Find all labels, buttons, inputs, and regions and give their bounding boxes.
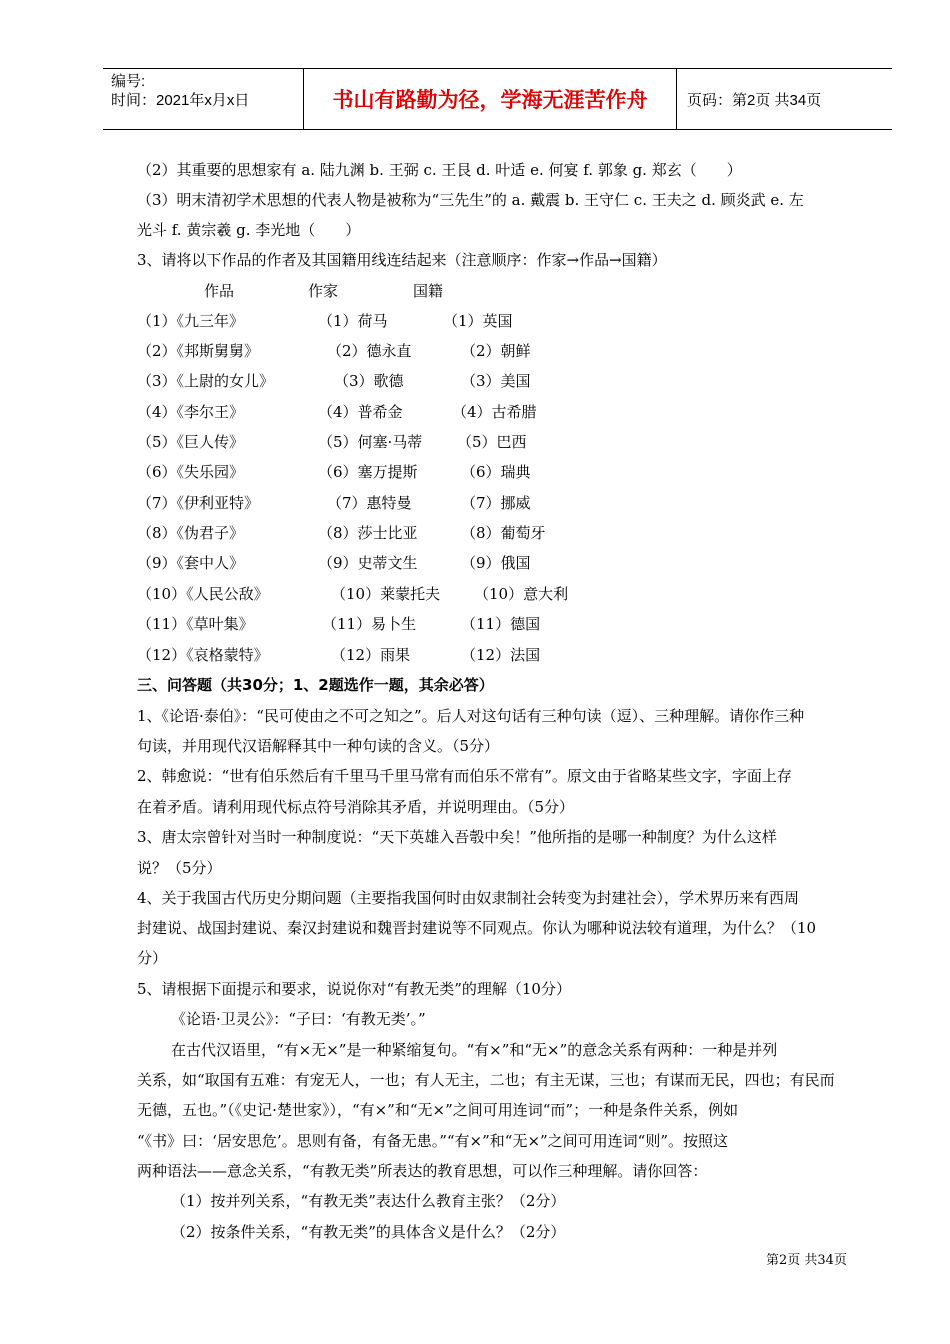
- country-item: （1）英国: [443, 312, 513, 330]
- question-3-prompt: 3、请将以下作品的作者及其国籍用线连结起来（注意顺序：作家→作品→国籍）: [137, 251, 667, 269]
- number-label: 编号:: [111, 73, 146, 90]
- page-header: [103, 68, 892, 130]
- country-item: （6）瑞典: [461, 463, 531, 481]
- work-item: （6）《失乐园》: [137, 463, 245, 481]
- author-item: （1）荷马: [318, 312, 388, 330]
- text-line: 说？（5分）: [137, 859, 222, 877]
- author-item: （11）易卜生: [322, 615, 417, 633]
- header-page-label: 页码：第2页 共34页: [687, 91, 822, 109]
- country-item: （4）古希腊: [452, 403, 537, 421]
- country-item: （11）德国: [461, 615, 541, 633]
- country-item: （8）葡萄牙: [461, 524, 546, 542]
- text-line: 分）: [137, 949, 168, 967]
- country-item: （7）挪威: [461, 494, 531, 512]
- country-item: （10）意大利: [474, 585, 569, 603]
- author-item: （4）普希金: [318, 403, 403, 421]
- author-item: （6）塞万提斯: [318, 463, 418, 481]
- work-item: （7）《伊利亚特》: [137, 494, 260, 512]
- work-item: （9）《套中人》: [137, 554, 245, 572]
- text-line: “《书》曰：‘居安思危’。思则有备，有备无患。”“有×”和“无×”之间可用连词“则”。按照这: [137, 1132, 729, 1150]
- header-info-cell: [103, 69, 303, 129]
- text-line: 《论语·卫灵公》：“子曰：‘有教无类’。”: [171, 1010, 426, 1028]
- header-motto: 书山有路勤为径，学海无涯苦作舟: [303, 69, 677, 129]
- text-line: 句读，并用现代汉语解释其中一种句读的含义。（5分）: [137, 737, 500, 755]
- country-item: （9）俄国: [461, 554, 531, 572]
- text-line: 光斗 f. 黄宗羲 g. 李光地（ ）: [137, 221, 361, 239]
- text-line: 在古代汉语里，“有×无×”是一种紧缩复句。“有×”和“无×”的意念关系有两种：一种是并列: [171, 1041, 778, 1059]
- column-header-works: 作品: [204, 282, 235, 300]
- work-item: （10）《人民公敌》: [137, 585, 269, 603]
- work-item: （3）《上尉的女儿》: [137, 372, 275, 390]
- text-line: 1、《论语·泰伯》：“民可使由之不可之知之”。后人对这句话有三种句读（逗）、三种理解。请你作三种: [137, 707, 805, 725]
- work-item: （12）《哀格蒙特》: [137, 646, 269, 664]
- text-line: 5、请根据下面提示和要求，说说你对“有教无类”的理解（10分）: [137, 980, 571, 998]
- text-line: （1）按并列关系，“有教无类”表达什么教育主张？（2分）: [171, 1192, 566, 1210]
- text-line: 2、韩愈说：“世有伯乐然后有千里马千里马常有而伯乐不常有”。原文由于省略某些文字，字面上存: [137, 767, 792, 785]
- work-item: （4）《李尔王》: [137, 403, 245, 421]
- country-item: （12）法国: [461, 646, 541, 664]
- author-item: （8）莎士比亚: [318, 524, 418, 542]
- work-item: （11）《草叶集》: [137, 615, 254, 633]
- work-item: （5）《巨人传》: [137, 433, 245, 451]
- text-line: 在着矛盾。请利用现代标点符号消除其矛盾，并说明理由。（5分）: [137, 798, 575, 816]
- author-item: （10）莱蒙托夫: [331, 585, 441, 603]
- section-heading: 三、问答题（共30分；1、2题选作一题，其余必答）: [137, 676, 494, 694]
- time-label: 时间：2021年x月x日: [111, 92, 250, 109]
- author-item: （5）何塞·马蒂: [318, 433, 423, 451]
- work-item: （1）《九三年》: [137, 312, 245, 330]
- text-line: 无德，五也。”（《史记·楚世家》），“有×”和“无×”之间可用连词“而”；一种是条件关系，例如: [137, 1101, 739, 1119]
- work-item: （2）《邦斯舅舅》: [137, 342, 260, 360]
- country-item: （2）朝鲜: [461, 342, 531, 360]
- column-header-countries: 国籍: [413, 282, 444, 300]
- country-item: （3）美国: [461, 372, 531, 390]
- country-item: （5）巴西: [457, 433, 527, 451]
- author-item: （3）歌德: [334, 372, 404, 390]
- author-item: （7）惠特曼: [327, 494, 412, 512]
- work-item: （8）《伪君子》: [137, 524, 245, 542]
- text-line: （3）明末清初学术思想的代表人物是被称为“三先生”的 a. 戴震 b. 王守仁 c. 王夫之 d. 顾炎武 e. 左: [137, 191, 804, 209]
- text-line: 4、关于我国古代历史分期问题（主要指我国何时由奴隶制社会转变为封建社会），学术界历来有西周: [137, 889, 800, 907]
- text-line: 封建说、战国封建说、秦汉封建说和魏晋封建说等不同观点。你认为哪种说法较有道理，为什么？（10: [137, 919, 817, 937]
- text-line: 两种语法——意念关系，“有教无类”所表达的教育思想，可以作三种理解。请你回答：: [137, 1162, 708, 1180]
- author-item: （9）史蒂文生: [318, 554, 418, 572]
- page-footer: 第2页 共34页: [766, 1253, 847, 1268]
- author-item: （2）德永直: [327, 342, 412, 360]
- column-header-authors: 作家: [308, 282, 339, 300]
- text-line: 3、唐太宗曾针对当时一种制度说：“天下英雄入吾彀中矣！”他所指的是哪一种制度？为什么这样: [137, 828, 777, 846]
- author-item: （12）雨果: [331, 646, 411, 664]
- text-line: （2）其重要的思想家有 a. 陆九渊 b. 王弼 c. 王艮 d. 叶适 e. 何宴 f. 郭象 g. 郑玄（ ）: [137, 161, 742, 179]
- text-line: （2）按条件关系，“有教无类”的具体含义是什么？（2分）: [171, 1223, 566, 1241]
- text-line: 关系，如“取国有五难：有宠无人，一也；有人无主，二也；有主无谋，三也；有谋而无民，四也；有民而: [137, 1071, 835, 1089]
